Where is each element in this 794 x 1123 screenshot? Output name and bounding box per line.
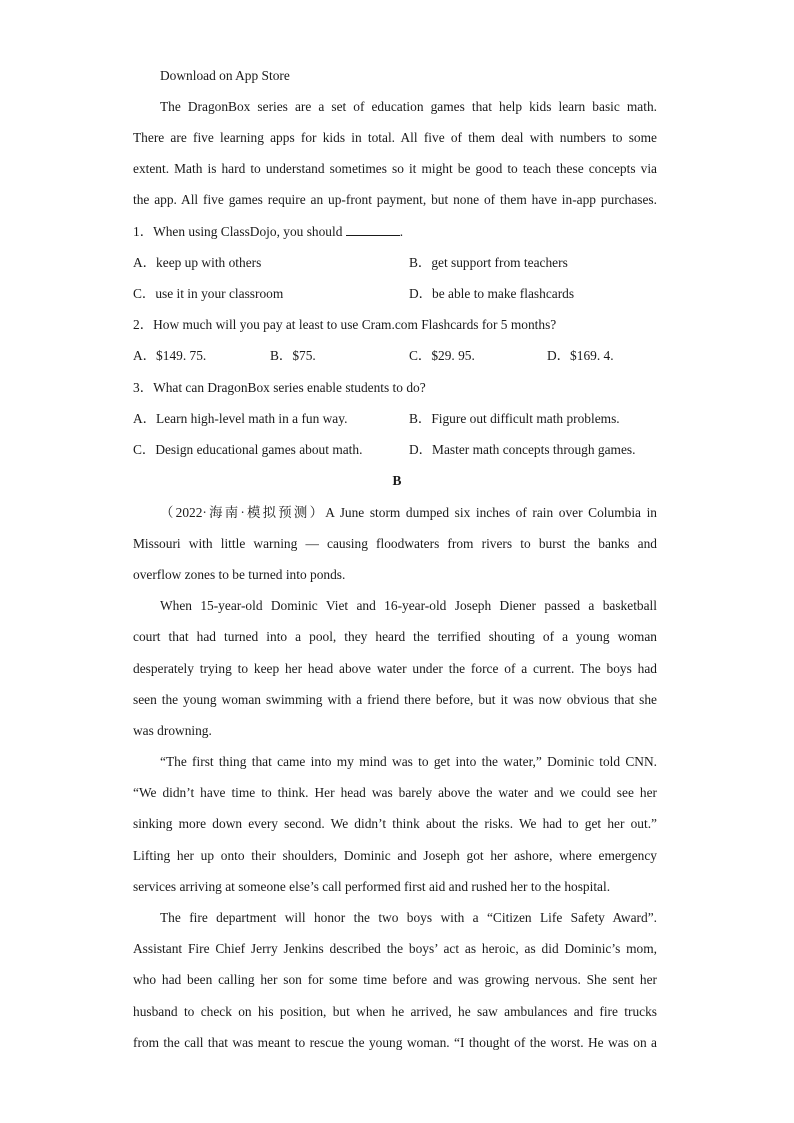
passage-line: desperately trying to keep her head above water under the force of a current. The boys had bbox=[133, 661, 657, 676]
passage-line: husband to check on his position, but when he arrived, he saw ambulances and fire trucks bbox=[133, 1004, 657, 1019]
q2-option-c: C．$29. 95. bbox=[409, 348, 475, 363]
intro-line-1: The DragonBox series are a set of education games that help kids learn basic math. bbox=[160, 99, 657, 114]
intro-line-4: the app. All five games require an up-front payment, but none of them have in-app purchases. bbox=[133, 192, 657, 207]
download-line: Download on App Store bbox=[160, 68, 290, 83]
passage-line: sinking more down every second. We didn’t think about the risks. We had to get her out.” bbox=[133, 816, 657, 831]
passage-line: （2022·海南·模拟预测）A June storm dumped six inches of rain over Columbia in bbox=[160, 505, 657, 520]
question-3-stem: 3．What can DragonBox series enable students to do? bbox=[133, 380, 426, 395]
question-2-stem: 2．How much will you pay at least to use Cram.com Flashcards for 5 months? bbox=[133, 317, 557, 332]
q2-option-d: D．$169. 4. bbox=[547, 348, 614, 363]
intro-line-3: extent. Math is hard to understand sometimes so it might be good to teach these concepts via bbox=[133, 161, 657, 176]
q3-option-c: C．Design educational games about math. bbox=[133, 442, 363, 457]
passage-line: seen the young woman swimming with a friend there before, but it was now obvious that she bbox=[133, 692, 657, 707]
q2-option-a: A．$149. 75. bbox=[133, 348, 207, 363]
q3-option-d: D．Master math concepts through games. bbox=[409, 442, 636, 457]
passage-line: court that had turned into a pool, they heard the terrified shouting of a young woman bbox=[133, 629, 657, 644]
question-1-stem bbox=[133, 224, 403, 240]
passage-line: Assistant Fire Chief Jerry Jenkins described the boys’ act as heroic, as did Dominic’s mom, bbox=[133, 941, 657, 956]
passage-line: Missouri with little warning — causing floodwaters from rivers to burst the banks and bbox=[133, 536, 657, 551]
q1-option-b: B．get support from teachers bbox=[409, 255, 568, 270]
passage-line: who had been calling her son for some time before and was growing nervous. She sent her bbox=[133, 972, 657, 987]
question-1-text: 1．When using ClassDojo, you should bbox=[133, 224, 343, 239]
question-1-end: . bbox=[399, 224, 404, 239]
passage-line: was drowning. bbox=[133, 723, 212, 738]
q3-option-a: A．Learn high-level math in a fun way. bbox=[133, 411, 348, 426]
passage-line: “The first thing that came into my mind was to get into the water,” Dominic told CNN. bbox=[160, 754, 657, 769]
passage-line: The fire department will honor the two boys with a “Citizen Life Safety Award”. bbox=[160, 910, 657, 925]
q1-option-d: D．be able to make flashcards bbox=[409, 286, 575, 301]
answer-blank bbox=[346, 224, 400, 236]
passage-line: overflow zones to be turned into ponds. bbox=[133, 567, 346, 582]
q2-option-b: B．$75. bbox=[270, 348, 316, 363]
q3-option-b: B．Figure out difficult math problems. bbox=[409, 411, 620, 426]
passage-line: Lifting her up onto their shoulders, Dominic and Joseph got her ashore, where emergency bbox=[133, 848, 657, 863]
passage-line: from the call that was meant to rescue the young woman. “I thought of the worst. He was on a bbox=[133, 1035, 657, 1050]
passage-line: When 15-year-old Dominic Viet and 16-year-old Joseph Diener passed a basketball bbox=[160, 598, 657, 613]
passage-line: services arriving at someone else’s call performed first aid and rushed her to the hospital. bbox=[133, 879, 611, 894]
q1-option-a: A．keep up with others bbox=[133, 255, 262, 270]
passage-line: “We didn’t have time to think. Her head was barely above the water and we could see her bbox=[133, 785, 657, 800]
section-heading: B bbox=[392, 473, 402, 488]
intro-line-2: There are five learning apps for kids in total. All five of them deal with numbers to some bbox=[133, 130, 657, 145]
q1-option-c: C．use it in your classroom bbox=[133, 286, 284, 301]
